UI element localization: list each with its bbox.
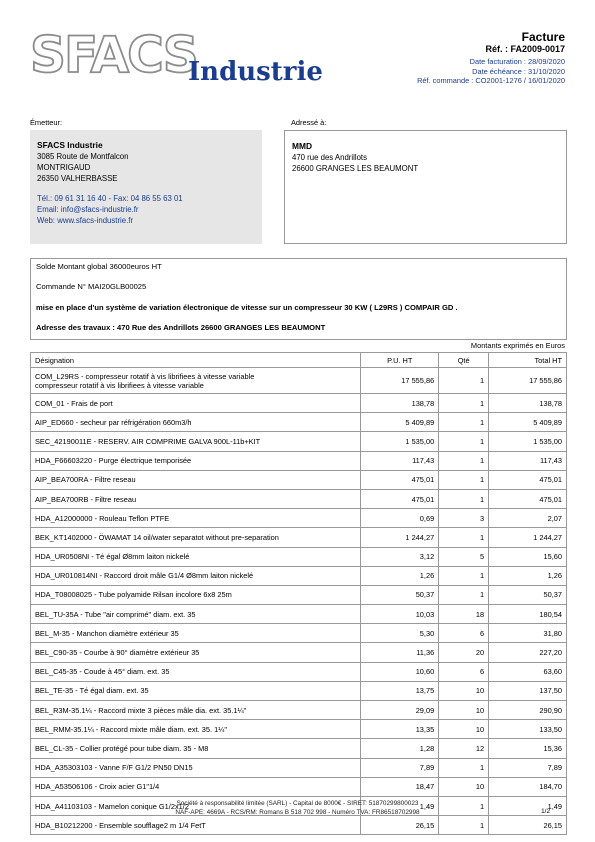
cell-unit-price: 50,37: [361, 585, 439, 604]
recipient-name: MMD: [292, 141, 313, 151]
cell-total: 26,15: [489, 816, 567, 835]
cell-total: 475,01: [489, 470, 567, 489]
cell-qty: 12: [439, 739, 489, 758]
table-row: [31, 701, 567, 720]
table-row: [31, 624, 567, 643]
cell-qty: 1: [439, 585, 489, 604]
table-row: [31, 489, 567, 508]
designation-text: HDA_UR010814NI - Raccord droit mâle G1/4 Ø8mm laiton nickelé: [35, 571, 254, 581]
col-total: Total HT: [489, 353, 567, 368]
cell-designation: [31, 470, 361, 489]
cell-qty: 1: [439, 394, 489, 413]
cell-qty: 10: [439, 720, 489, 739]
cell-total: 7,89: [489, 758, 567, 777]
due-date: Date échéance : 31/10/2020: [472, 66, 565, 76]
cell-total: 133,50: [489, 720, 567, 739]
cell-qty: 6: [439, 624, 489, 643]
cell-total: 1,26: [489, 566, 567, 585]
cell-unit-price: 0,69: [361, 509, 439, 528]
designation-text: HDA_A41103103 - Mamelon conique G1/2x1/2: [35, 801, 189, 811]
designation-text: COM_01 - Frais de port: [35, 398, 113, 408]
invoice-header: [417, 30, 565, 86]
issuer-phone: Tél.: 09 61 31 16 40 - Fax: 04 86 55 63 01: [37, 194, 183, 203]
page-number: 1/2: [541, 808, 550, 815]
table-header-row: [31, 353, 567, 368]
cell-total: 227,20: [489, 643, 567, 662]
issuer-label: Émetteur:: [30, 118, 63, 127]
cell-unit-price: 5 409,89: [361, 413, 439, 432]
cell-designation: [31, 605, 361, 624]
table-row: [31, 528, 567, 547]
cell-unit-price: 1 535,00: [361, 432, 439, 451]
cell-total: 15,36: [489, 739, 567, 758]
footer: [0, 799, 595, 817]
cell-total: 1,49: [489, 796, 567, 815]
issuer-email[interactable]: Email: info@sfacs-industrie.fr: [37, 205, 139, 214]
cell-qty: 6: [439, 662, 489, 681]
cell-unit-price: 1,26: [361, 566, 439, 585]
table-row: [31, 720, 567, 739]
cell-designation: [31, 624, 361, 643]
cell-qty: 10: [439, 777, 489, 796]
cell-qty: 1: [439, 816, 489, 835]
info-box: [30, 258, 567, 340]
cell-unit-price: 7,89: [361, 758, 439, 777]
col-qty: Qté: [439, 353, 489, 368]
cell-qty: 1: [439, 566, 489, 585]
table-row: [31, 739, 567, 758]
cell-unit-price: 1,49: [361, 796, 439, 815]
cell-unit-price: 1 244,27: [361, 528, 439, 547]
cell-qty: 1: [439, 489, 489, 508]
cell-unit-price: 10,60: [361, 662, 439, 681]
designation-text: COM_L29RS - compresseur rotatif à vis librifiees à vitesse variable: [35, 371, 255, 381]
cell-designation: [31, 528, 361, 547]
cell-unit-price: 17 555,86: [361, 368, 439, 394]
cell-total: 138,78: [489, 394, 567, 413]
table-row: [31, 451, 567, 470]
cell-qty: 1: [439, 758, 489, 777]
issuer-address-line: 26350 VALHERBASSE: [37, 174, 118, 183]
cell-qty: 10: [439, 681, 489, 700]
cell-designation: [31, 758, 361, 777]
designation-text: HDA_B10212200 - Ensemble soufflage2 m 1/4 FetT: [35, 820, 206, 830]
table-row: [31, 816, 567, 835]
table-row: [31, 413, 567, 432]
cell-designation: [31, 451, 361, 470]
order-ref: Réf. commande : CO2001-1276 / 16/01/2020: [417, 76, 565, 85]
cell-designation: [31, 432, 361, 451]
cell-designation: [31, 681, 361, 700]
cell-qty: 3: [439, 509, 489, 528]
cell-unit-price: 26,15: [361, 816, 439, 835]
table-row: [31, 547, 567, 566]
designation-text: BEL_C45-35 - Coude à 45° diam. ext. 35: [35, 667, 170, 677]
cell-total: 50,37: [489, 585, 567, 604]
cell-unit-price: 475,01: [361, 489, 439, 508]
issuer-web[interactable]: Web: www.sfacs-industrie.fr: [37, 216, 134, 225]
cell-designation: [31, 777, 361, 796]
cell-unit-price: 13,35: [361, 720, 439, 739]
designation-text: SEC_42190011E - RESERV. AIR COMPRIME GALVA 900L-11b+KIT: [35, 436, 261, 446]
designation-text: BEK_KT1402000 - ÖWAMAT 14 oil/water separatot without pre-separation: [35, 532, 279, 542]
cell-total: 137,50: [489, 681, 567, 700]
logo-word: Industrie: [188, 57, 323, 87]
cell-total: 1 244,27: [489, 528, 567, 547]
invoice-title: Facture: [521, 30, 565, 44]
designation-text: HDA_UR0508NI - Té égal Ø8mm laiton nickelé: [35, 552, 190, 562]
cell-unit-price: 117,43: [361, 451, 439, 470]
items-table: [30, 352, 567, 835]
cell-qty: 1: [439, 413, 489, 432]
cell-total: 1 535,00: [489, 432, 567, 451]
cell-total: 475,01: [489, 489, 567, 508]
footer-legal-1: Société à responsabilité limitée (SARL) - Capital de 8000€ - SIRET: 51870299800023: [176, 800, 419, 807]
recipient-box: [284, 130, 567, 244]
cell-total: 31,80: [489, 624, 567, 643]
cell-designation: [31, 701, 361, 720]
table-row: [31, 470, 567, 489]
job-description: mise en place d'un système de variation électronique de vitesse sur un compresseur 30 KW ( L29RS ) COMPAIR GD .: [36, 302, 458, 312]
designation-text: HDA_T08008025 - Tube polyamide Rilsan incolore 6x8 25m: [35, 590, 232, 600]
cell-unit-price: 475,01: [361, 470, 439, 489]
designation-text: BEL_M-35 - Manchon diamètre extérieur 35: [35, 628, 179, 638]
table-row: [31, 643, 567, 662]
cell-qty: 18: [439, 605, 489, 624]
table-row: [31, 509, 567, 528]
invoice-ref: Réf. : FA2009-0017: [485, 44, 565, 54]
logo-mark: SFACS: [30, 26, 197, 84]
company-logo: [30, 26, 323, 92]
col-designation: Désignation: [31, 353, 361, 368]
cell-total: 15,60: [489, 547, 567, 566]
cell-designation: [31, 509, 361, 528]
table-row: [31, 566, 567, 585]
designation-text: AIP_BEA700RB - Filtre reseau: [35, 494, 137, 504]
cell-unit-price: 13,75: [361, 681, 439, 700]
cell-qty: 10: [439, 701, 489, 720]
cell-qty: 1: [439, 368, 489, 394]
issuer-address-line: 3085 Route de Montfalcon: [37, 152, 129, 161]
cell-designation: [31, 368, 361, 394]
issuer-box: [30, 130, 262, 244]
designation-text: BEL_C90-35 - Courbe à 90° diamètre extérieur 35: [35, 648, 200, 658]
cell-total: 5 409,89: [489, 413, 567, 432]
issuer-name: SFACS Industrie: [37, 140, 103, 150]
designation-text: BEL_TE-35 - Té égal diam. ext. 35: [35, 686, 149, 696]
designation-text: HDA_A35303103 - Vanne F/F G1/2 PN50 DN15: [35, 763, 193, 773]
cell-unit-price: 5,30: [361, 624, 439, 643]
designation-text: HDA_A12000000 - Rouleau Teflon PTFE: [35, 513, 170, 523]
designation-text: AIP_ED660 - secheur par réfrigération 660m3/h: [35, 417, 192, 427]
designation-text: BEL_R3M-35.1¼ - Raccord mixte 3 pièces mâle dia. ext. 35.1¼": [35, 705, 247, 715]
cell-unit-price: 3,12: [361, 547, 439, 566]
order-number: Commande N° MAI20GLB00025: [36, 282, 147, 292]
table-row: [31, 758, 567, 777]
cell-qty: 1: [439, 528, 489, 547]
issuer-address-line: MONTRIGAUD: [37, 163, 91, 172]
cell-designation: [31, 413, 361, 432]
cell-unit-price: 29,09: [361, 701, 439, 720]
cell-unit-price: 138,78: [361, 394, 439, 413]
cell-designation: [31, 739, 361, 758]
cell-total: 184,70: [489, 777, 567, 796]
cell-unit-price: 11,36: [361, 643, 439, 662]
table-row: [31, 662, 567, 681]
cell-designation: [31, 566, 361, 585]
designation-text: BEL_RMM-35.1¼ - Raccord mixte mâle diam. ext. 35. 1¼": [35, 724, 227, 734]
cell-total: 290,90: [489, 701, 567, 720]
table-row: [31, 777, 567, 796]
cell-designation: [31, 643, 361, 662]
designation-text: BEL_TU-35A - Tube "air comprimé" diam. ext. 35: [35, 609, 196, 619]
cell-total: 17 555,86: [489, 368, 567, 394]
amounts-note: Montants exprimés en Euros: [470, 341, 565, 350]
designation-text: BEL_CL-35 - Collier protégé pour tube diam. 35 - M8: [35, 743, 209, 753]
cell-unit-price: 10,03: [361, 605, 439, 624]
designation-subtext: compresseur rotatif à vis librifiees à vitesse variable: [35, 380, 204, 390]
billing-date: Date facturation : 28/09/2020: [469, 57, 565, 66]
table-row: [31, 432, 567, 451]
cell-total: 117,43: [489, 451, 567, 470]
cell-qty: 1: [439, 451, 489, 470]
cell-designation: [31, 394, 361, 413]
designation-text: HDA_F66603220 - Purge électrique temporisée: [35, 456, 192, 466]
cell-qty: 5: [439, 547, 489, 566]
cell-designation: [31, 585, 361, 604]
cell-designation: [31, 489, 361, 508]
designation-text: HDA_A53506106 - Croix acier G1"1/4: [35, 782, 160, 792]
cell-total: 2,07: [489, 509, 567, 528]
cell-qty: 1: [439, 470, 489, 489]
recipient-address-line: 26600 GRANGES LES BEAUMONT: [292, 164, 419, 173]
table-row: [31, 681, 567, 700]
recipient-address-line: 470 rue des Andrillots: [292, 153, 367, 162]
cell-designation: [31, 662, 361, 681]
cell-qty: 1: [439, 796, 489, 815]
cell-unit-price: 1,28: [361, 739, 439, 758]
cell-qty: 20: [439, 643, 489, 662]
footer-legal-2: NAF-APE: 4669A - RCS/RM: Romans B 518 702 998 - Numéro TVA: FR86518702998: [175, 809, 420, 816]
balance-note: Solde Montant global 36000euros HT: [36, 262, 162, 271]
cell-qty: 1: [439, 432, 489, 451]
cell-total: 180,54: [489, 605, 567, 624]
designation-text: AIP_BEA700RA - Filtre reseau: [35, 475, 136, 485]
col-unit-price: P.U. HT: [361, 353, 439, 368]
cell-designation: [31, 816, 361, 835]
cell-designation: [31, 720, 361, 739]
cell-unit-price: 18,47: [361, 777, 439, 796]
recipient-label: Adressé à:: [291, 118, 327, 127]
table-row: [31, 605, 567, 624]
cell-total: 63,60: [489, 662, 567, 681]
cell-designation: [31, 547, 361, 566]
table-row: [31, 394, 567, 413]
works-address: Adresse des travaux : 470 Rue des Andrillots 26600 GRANGES LES BEAUMONT: [36, 323, 326, 333]
table-row: [31, 585, 567, 604]
table-row: [31, 368, 567, 394]
